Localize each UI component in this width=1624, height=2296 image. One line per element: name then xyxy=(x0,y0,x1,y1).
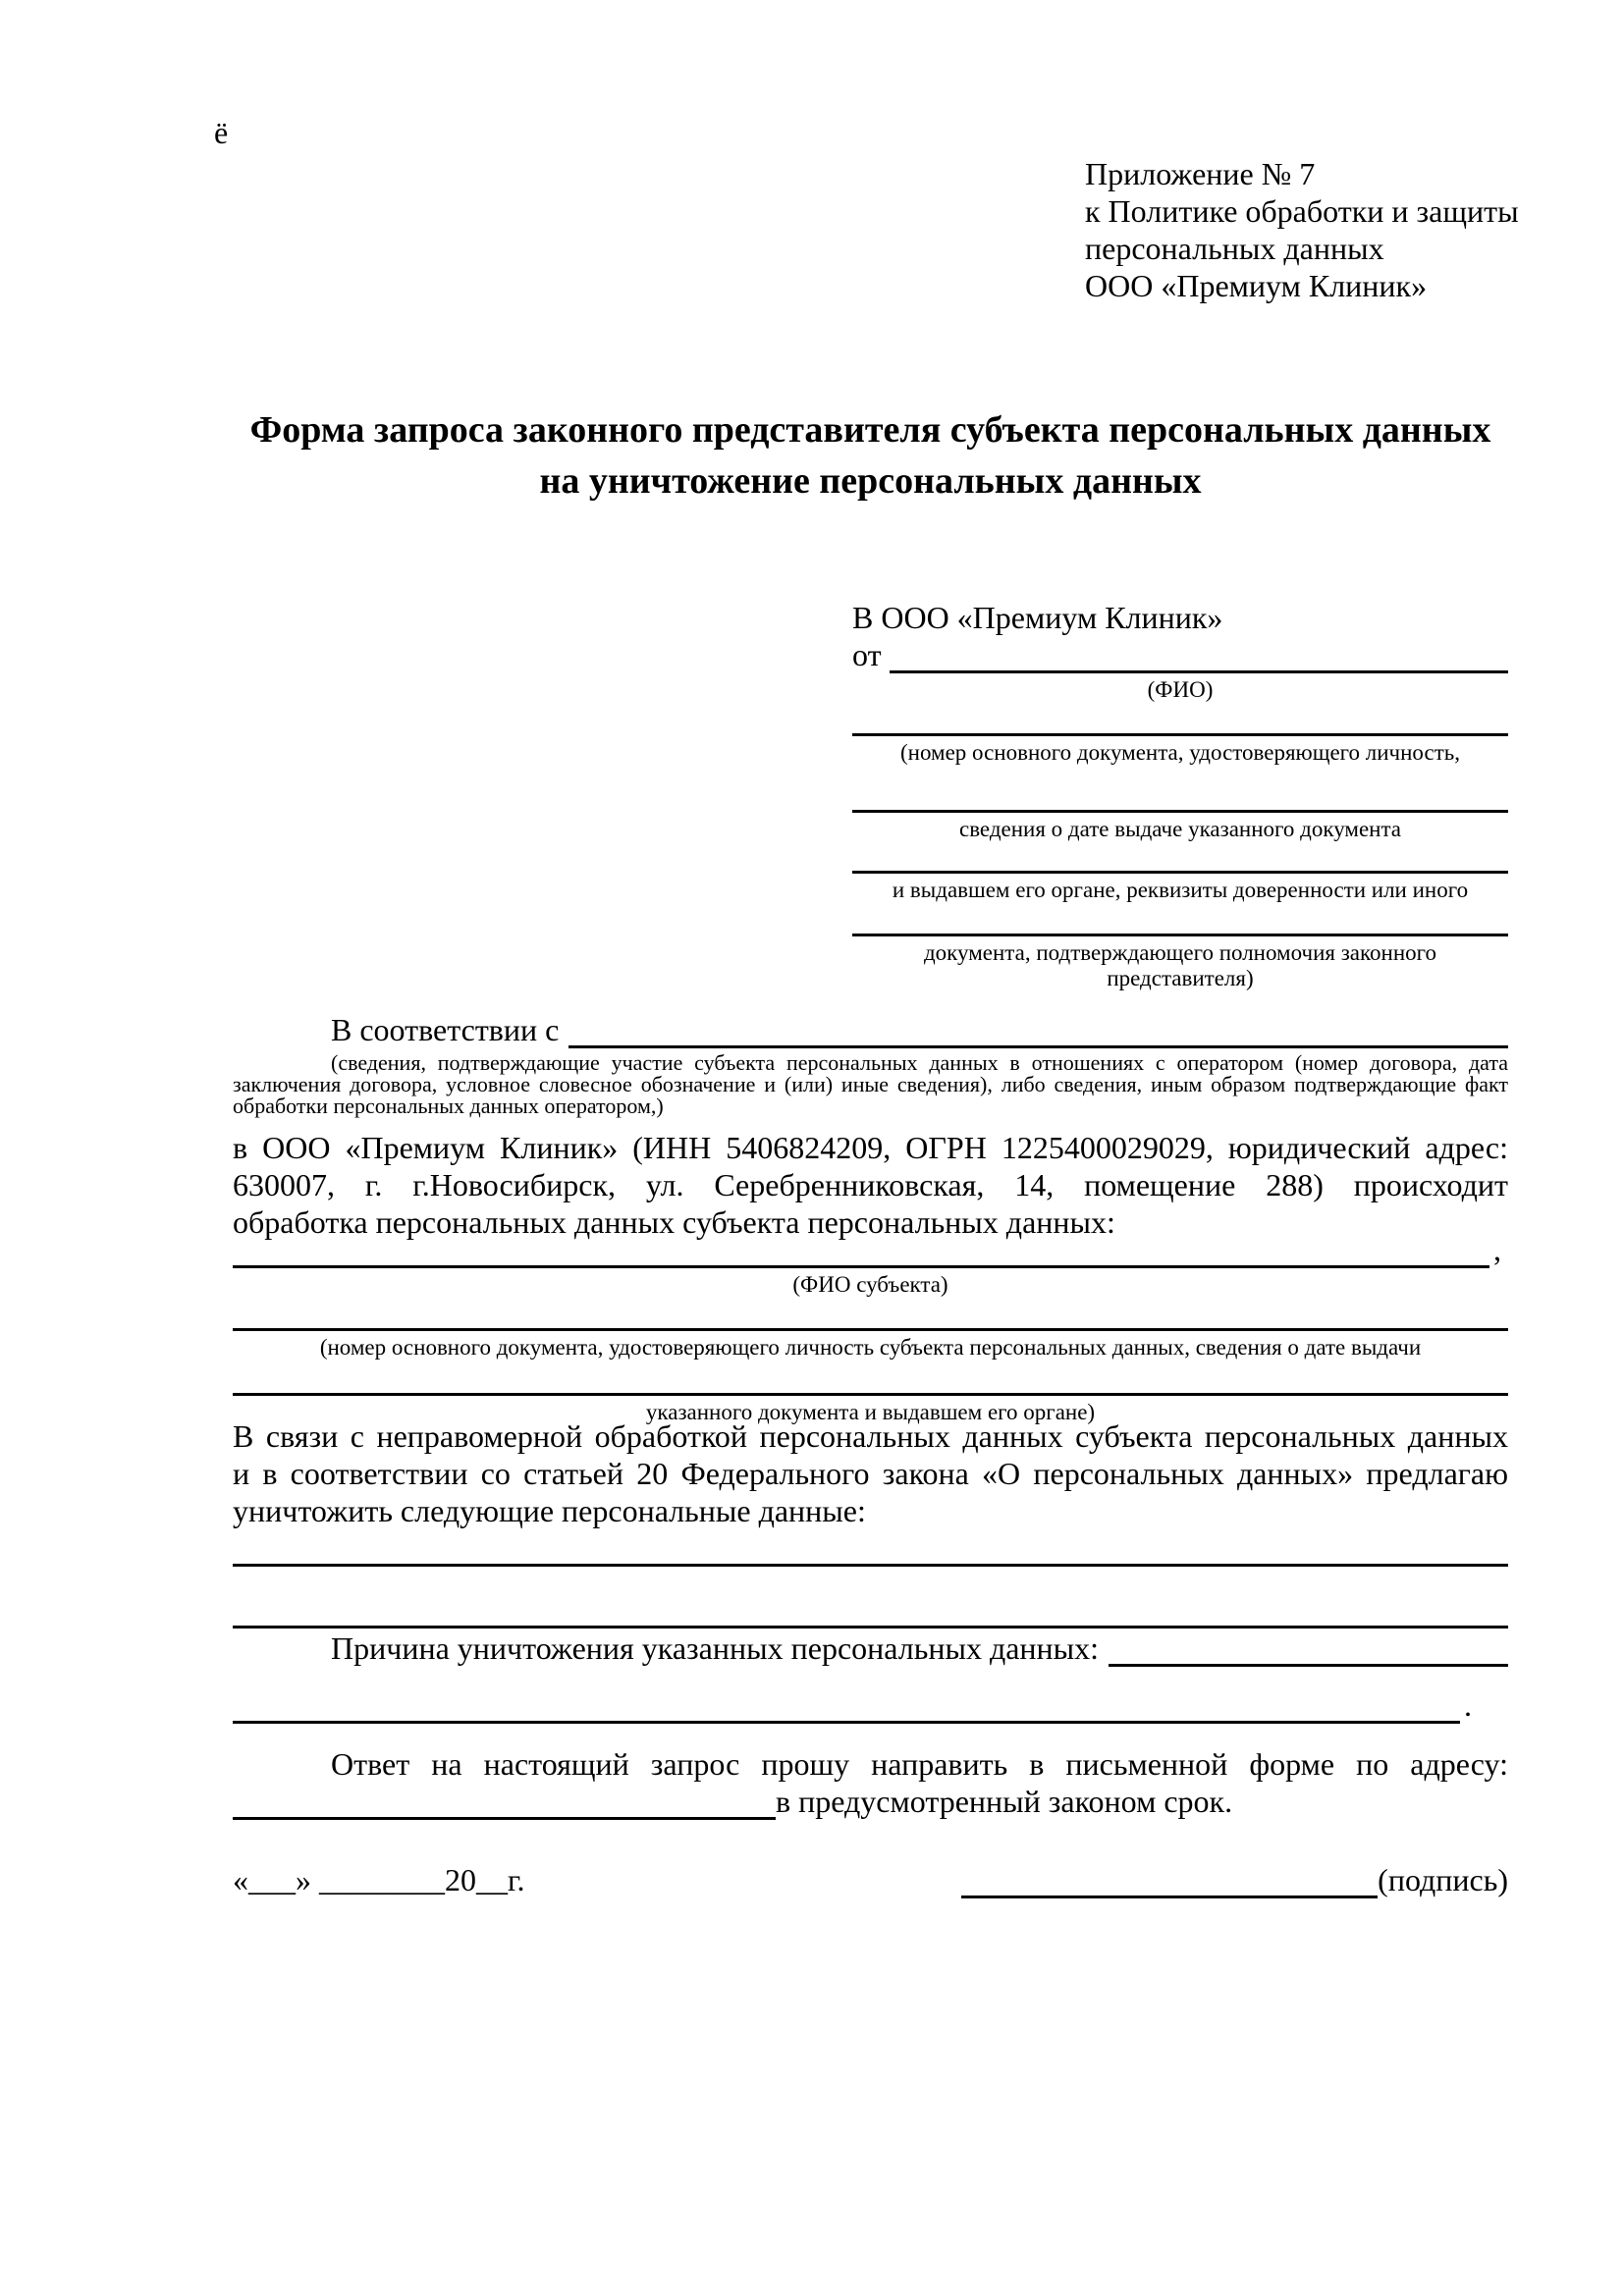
demand-paragraph-line1: В связи с неправомерной обработкой персональных данных субъекта персональных данных xyxy=(233,1418,1508,1454)
signature-caption: (подпись) xyxy=(1378,1862,1508,1897)
accordance-row xyxy=(233,1011,1508,1048)
stray-char: ё xyxy=(214,115,229,150)
date-line: «___» ________20__г. xyxy=(233,1862,525,1897)
accordance-note-line1: (сведения, подтверждающие участие субъекта персональных данных в отношениях с оператором (номер договора, дата xyxy=(331,1050,1508,1075)
subject-fio-caption: (ФИО субъекта) xyxy=(792,1272,948,1297)
period-terminator: . xyxy=(1464,1687,1472,1723)
accordance-note xyxy=(233,1052,1508,1117)
demand-paragraph-line2: и в соответствии со статьей 20 Федерального закона «О персональных данных» предлагаю xyxy=(233,1456,1508,1491)
from-label: от xyxy=(852,637,882,672)
subject-doc-blank-line xyxy=(233,1296,1508,1331)
appendix-company: ООО «Премиум Клиник» xyxy=(1085,268,1428,303)
doc-date-blank-line xyxy=(852,775,1508,813)
data-blank-line-2 xyxy=(233,1593,1508,1629)
subject-fio-blank-line xyxy=(233,1265,1489,1268)
reason-label: Причина уничтожения указанных персональных данных: xyxy=(331,1630,1100,1666)
authority-doc-blank-line xyxy=(852,899,1508,936)
operator-paragraph-line1: в ООО «Премиум Клиник» (ИНН 5406824209, ОГРН 1225400029029, юридический адрес: xyxy=(233,1130,1508,1165)
comma-terminator: , xyxy=(1493,1232,1501,1267)
page-title xyxy=(233,404,1508,507)
demand-paragraph-line3: уничтожить следующие персональные данные: xyxy=(233,1493,866,1528)
response-paragraph: Ответ на настоящий запрос прошу направить в письменной форме по адресу: xyxy=(331,1746,1508,1782)
reason-row xyxy=(233,1631,1508,1667)
response-tail: в предусмотренный законом срок. xyxy=(776,1784,1233,1819)
reason-blank-line xyxy=(1109,1664,1508,1667)
doc-number-blank-line xyxy=(852,699,1508,736)
demand-paragraph xyxy=(233,1417,1508,1529)
from-row xyxy=(852,636,1508,673)
appendix-policy-line1: к Политике обработки и защиты xyxy=(1085,193,1519,229)
doc-issuer-caption: и выдавшем его органе, реквизиты доверенности или иного xyxy=(892,878,1469,902)
operator-paragraph-line2: 630007, г. г.Новосибирск, ул. Серебренниковская, 14, помещение 288) происходит xyxy=(233,1167,1508,1202)
doc-issuer-blank-line xyxy=(852,836,1508,874)
operator-paragraph-line3: обработка персональных данных субъекта персональных данных: xyxy=(233,1204,1115,1240)
fio-caption: (ФИО) xyxy=(1147,677,1214,702)
doc-number-caption: (номер основного документа, удостоверяющего личность, xyxy=(899,740,1460,765)
accordance-note-line3: обработки персональных данных оператором,) xyxy=(233,1094,664,1118)
subject-doc-caption-1: (номер основного документа, удостоверяющего личность субъекта персональных данных, сведения о дате выдачи xyxy=(319,1335,1422,1360)
addressee-company: В ООО «Премиум Клиник» xyxy=(852,600,1223,635)
appendix-header xyxy=(1085,155,1522,304)
address-blank-line xyxy=(233,1785,776,1820)
page-title-line1: Форма запроса законного представителя субъекта персональных данных xyxy=(249,409,1491,451)
operator-paragraph xyxy=(233,1129,1508,1241)
from-fio-blank-line xyxy=(890,670,1508,673)
authority-doc-caption: документа, подтверждающего полномочия законного представителя) xyxy=(923,940,1436,990)
date-signature-row xyxy=(233,1863,1508,1898)
subject-doc-issuer-blank-line xyxy=(233,1361,1508,1396)
reason-continuation-row xyxy=(233,1688,1472,1724)
appendix-policy-line2: персональных данных xyxy=(1085,231,1384,266)
reason-blank-line-2 xyxy=(233,1721,1460,1724)
appendix-number: Приложение № 7 xyxy=(1085,156,1316,191)
doc-date-caption: сведения о дате выдаче указанного документа xyxy=(958,817,1402,841)
accordance-note-line2: заключения договора, условное словесное обозначение и (или) иные сведения), либо сведения, иным образом подтверждающие факт xyxy=(233,1072,1508,1096)
page-title-line2: на уничтожение персональных данных xyxy=(539,460,1202,502)
accordance-blank-line xyxy=(568,1045,1508,1048)
subject-doc-caption-2: указанного документа и выдавшем его органе) xyxy=(645,1400,1096,1424)
subject-fio-row xyxy=(233,1233,1501,1268)
data-blank-line-1 xyxy=(233,1531,1508,1567)
signature-blank-line xyxy=(961,1863,1378,1898)
response-address-row xyxy=(233,1785,1508,1820)
accordance-label: В соответствии с xyxy=(331,1012,560,1047)
